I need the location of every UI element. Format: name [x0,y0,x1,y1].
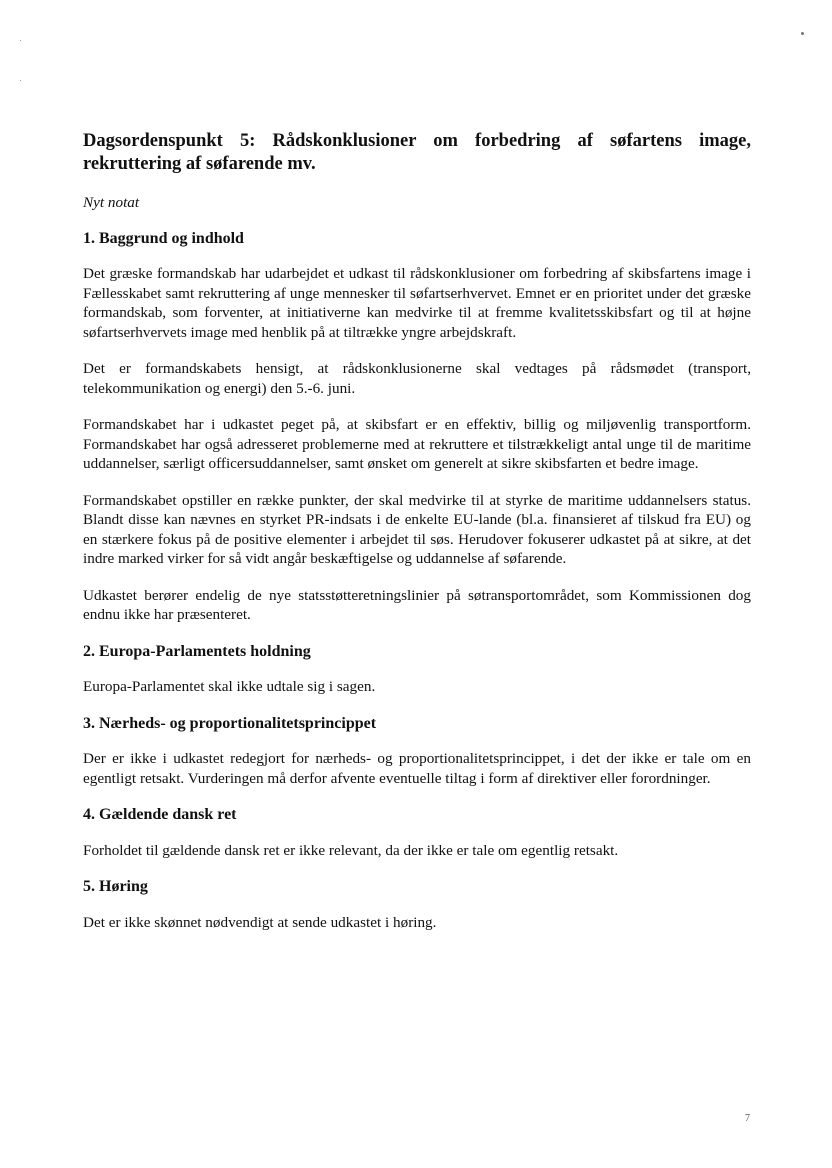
section-heading: 3. Nærheds- og proportionalitetsprincippet [83,714,377,732]
document-title: Dagsordenspunkt 5: Rådskonklusioner om forbedring af søfartens image, rekruttering af søfarende mv. [83,131,751,174]
section-paragraph: Formandskabet opstiller en række punkter, der skal medvirke til at styrke de maritime uddannelsers status. Blandt disse kan nævnes en styrket PR-indsats i de enkelte EU-lande (bl.a. finansieret af tilskud fra EU) og en stærkere fokus på de positive elementer i arbejdet til søs. Herudover fokuserer udkastet på at sikre, at det indre marked virker for så vidt angår beskæftigelse og uddannelse af søfarende. [83,491,751,567]
section-heading: 4. Gældende dansk ret [83,806,237,823]
scan-speck [20,40,21,41]
document-subtitle: Nyt notat [83,194,140,211]
section-paragraph: Det er ikke skønnet nødvendigt at sende udkastet i høring. [83,913,437,931]
section-heading: 2. Europa-Parlamentets holdning [83,642,311,660]
section-paragraph: Det græske formandskab har udarbejdet et udkast til rådskonklusioner om forbedring af skibsfartens image i Fællesskabet samt rekruttering af unge mennesker til søfartserhvervet. Emnet er en prioritet under det græske formandskab, som forventer, at initiativerne kan medvirke til at fremme kvalitetsskibsfart og til at højne søfartserhvervets image med henblik på at tiltrække yngre arbejdskraft. [83,265,751,341]
section-paragraph: Forholdet til gældende dansk ret er ikke relevant, da der ikke er tale om egentlig retsakt. [83,841,619,859]
section-heading: 5. Høring [83,878,148,895]
scan-speck [20,80,21,81]
page-number: 7 [745,1113,750,1124]
section-paragraph: Det er formandskabets hensigt, at rådskonklusionerne skal vedtages på rådsmødet (transport, telekommunikation og energi) den 5.-6. juni. [83,360,751,397]
section-paragraph: Der er ikke i udkastet redegjort for nærheds- og proportionalitetsprincippet, i det der ikke er tale om en egentligt retsakt. Vurderingen må derfor afvente eventuelle tiltag i form af direktiver eller forordninger. [83,750,751,787]
scan-speck [801,32,804,35]
section-heading: 1. Baggrund og indhold [83,229,244,247]
section-paragraph: Formandskabet har i udkastet peget på, at skibsfart er en effektiv, billig og miljøvenlig transportform. Formandskabet har også adresseret problemerne med at rekruttere et tilstrækkeligt antal unge til de maritime uddannelser, særligt officersuddannelser, samt ønsket om generelt at sikre skibsfarten et bedre image. [83,416,751,472]
section-paragraph: Udkastet berører endelig de nye statsstøtteretningslinier på søtransportområdet, som Kommissionen dog endnu ikke har præsenteret. [83,586,751,623]
section-paragraph: Europa-Parlamentet skal ikke udtale sig i sagen. [83,678,376,695]
document-page [83,130,751,949]
